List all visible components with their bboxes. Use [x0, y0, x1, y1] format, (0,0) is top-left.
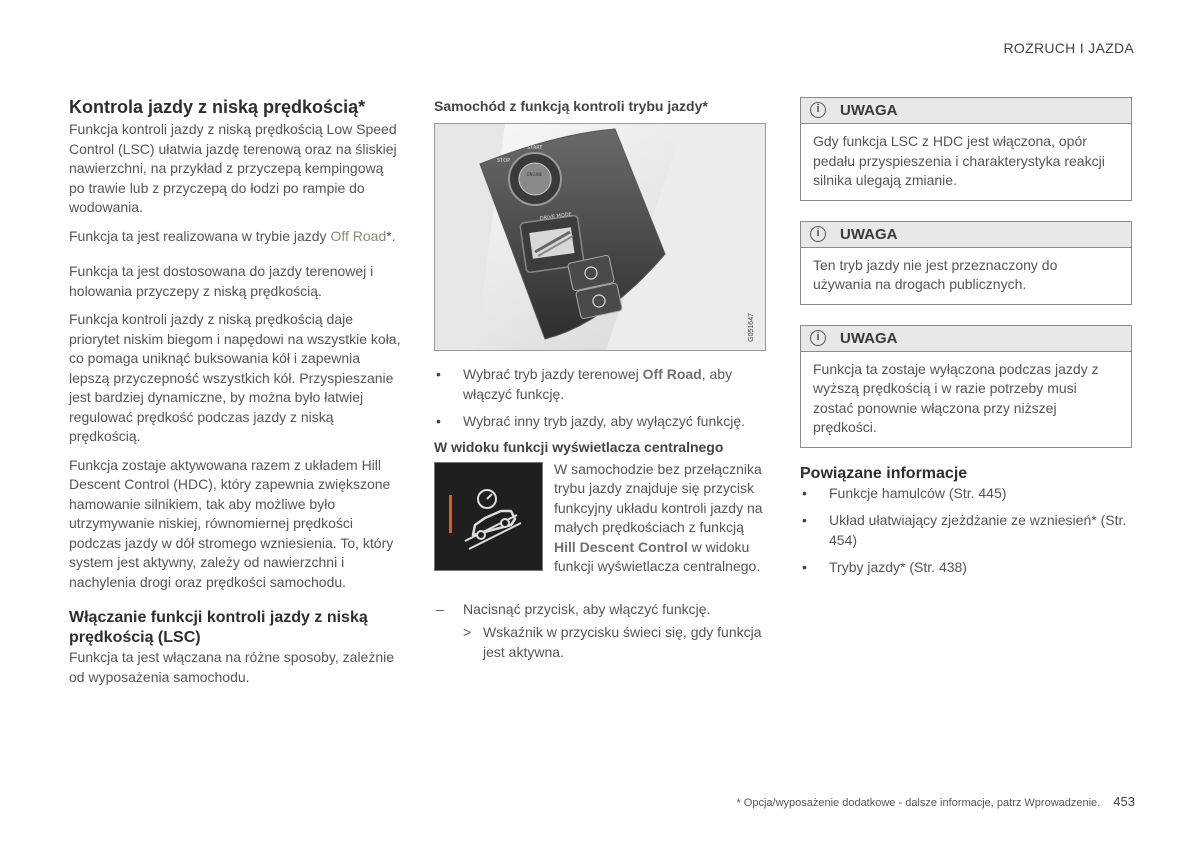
column-right: [800, 97, 1132, 586]
section-header: ROZRUCH I JAZDA: [1003, 40, 1134, 56]
page-number: 453: [1113, 794, 1135, 809]
note-header: [801, 326, 1131, 352]
list-item: • Wybrać inny tryb jazdy, aby wyłączyć funkcję.: [434, 412, 770, 432]
activation-steps-list: [434, 365, 770, 432]
off-road-highlight: Off Road: [330, 227, 387, 244]
center-display-section: [434, 460, 770, 610]
mode-suffix: *.: [386, 227, 396, 244]
hdc-label: Hill Descent Control: [554, 538, 688, 555]
info-icon: i: [810, 102, 826, 118]
step-marker: –: [436, 600, 444, 617]
footnote: * Opcja/wyposażenie dodatkowe - dalsze informacje, patrz Wprowadzenie.: [736, 797, 1101, 809]
note-box: [800, 221, 1132, 305]
related-link[interactable]: • Funkcje hamulców (Str. 445): [800, 484, 1132, 504]
center-display-title: W widoku funkcji wyświetlacza centralnego: [434, 438, 724, 455]
engine-label: ENGINE: [527, 172, 543, 177]
start-label: START: [527, 145, 543, 151]
list-item: [434, 365, 770, 404]
hill-descent-control-icon: [434, 462, 543, 571]
purpose-paragraph: Funkcja ta jest dostosowana do jazdy terenowej i holowania przyczepy z niską prędkością.: [69, 263, 374, 299]
note-header: [801, 222, 1131, 248]
activation-paragraph: Funkcja ta jest włączana na różne sposoby, zależnie od wyposażenia samochodu.: [69, 649, 395, 685]
mode-text: Funkcja ta jest realizowana w trybie jazdy: [69, 227, 331, 244]
note-header: [801, 98, 1131, 124]
figure-code: G051647: [747, 313, 755, 342]
related-info-title: Powiązane informacje: [800, 464, 968, 482]
bullet-text: Wybrać tryb jazdy terenowej: [463, 366, 643, 382]
drive-mode-console-image: [434, 123, 766, 351]
figure-title: Samochód z funkcją kontroli trybu jazdy*: [434, 98, 708, 114]
result-marker: >: [463, 624, 472, 640]
result-text: Wskaźnik w przycisku świeci się, gdy funkcja jest aktywna.: [483, 624, 762, 660]
result-step: [434, 623, 770, 662]
note-box: [800, 325, 1132, 448]
column-left: [69, 96, 401, 696]
column-middle: [434, 97, 770, 662]
priority-paragraph: Funkcja kontroli jazdy z niską prędkością daje priorytet niskim biegom i napędowi na wszystkie koła, co pomaga uniknąć buksowania kół i zapewnia lepszą przyczepność wszystkich kół. Przyspieszanie jest bardziej dynamiczne, by można było łatwiej regulować prędkość podczas jazdy z niską prędkością.: [69, 311, 401, 444]
intro-paragraph: Funkcja kontroli jazdy z niską prędkością Low Speed Control (LSC) ułatwia jazdę terenową oraz na śliskiej nawierzchni, na przykład z przyczepą kempingową po trawie lub z przyczepą do łodzi po rampie do wodowania.: [69, 121, 397, 215]
note-title: UWAGA: [840, 329, 898, 347]
disp-text-post: w widoku funkcji wyświetlacza centralnego.: [554, 538, 761, 574]
note-box: [800, 97, 1132, 201]
note-title: UWAGA: [840, 102, 898, 119]
drive-mode-label: DRIVE MODE: [539, 211, 573, 222]
note-body: Gdy funkcja LSC z HDC jest włączona, opór pedału przyspieszenia i charakterystyka reakcji silnika ulegają zmianie.: [813, 133, 1105, 188]
note-body: Ten tryb jazdy nie jest przeznaczony do używania na drogach publicznych.: [813, 256, 1058, 292]
bullet-suffix: , aby włączyć funkcję.: [463, 366, 733, 402]
note-body: Funkcja ta zostaje wyłączona podczas jazdy z wyższą prędkością i w razie potrzeby musi zostać ponownie włączona przy niższej prędkości.: [813, 360, 1099, 435]
stop-label: STOP: [497, 158, 511, 164]
hdc-symbol: [435, 463, 542, 570]
related-link[interactable]: • Tryby jazdy* (Str. 438): [800, 558, 1132, 578]
console-illustration: [435, 124, 766, 351]
related-link[interactable]: • Układ ułatwiający zjeżdżanie ze wzniesień* (Str. 454): [800, 511, 1132, 550]
related-links-list: [800, 484, 1132, 578]
action-step: [434, 600, 770, 620]
hdc-paragraph: Funkcja zostaje aktywowana razem z układem Hill Descent Control (HDC), który zapewnia zwiększone hamowanie silnikiem, tak aby możliwe było utrzymywanie niskiej, równomiernej prędkości podczas jazdy w dół stromego wzniesienia. To, który system jest aktywny, zależy od nawierzchni i nachylenia drogi oraz prędkości samochodu.: [69, 456, 394, 590]
footer: [0, 794, 1135, 809]
note-title: UWAGA: [840, 225, 898, 243]
center-display-text: [554, 460, 766, 577]
info-icon: i: [810, 226, 826, 242]
activation-subtitle: Włączanie funkcji kontroli jazdy z niską prędkością (LSC): [69, 609, 368, 646]
off-road-label: Off Road: [642, 366, 702, 382]
step-text: Nacisnąć przycisk, aby włączyć funkcję.: [463, 600, 711, 617]
page-title: Kontrola jazdy z niską prędkością*: [69, 97, 366, 117]
info-icon: i: [810, 330, 826, 346]
disp-text-pre: W samochodzie bez przełącznika trybu jazdy znajduje się przycisk funkcyjny układu kontroli jazdy na małych prędkościach z funkcją: [554, 460, 763, 535]
mode-paragraph: [69, 227, 401, 247]
